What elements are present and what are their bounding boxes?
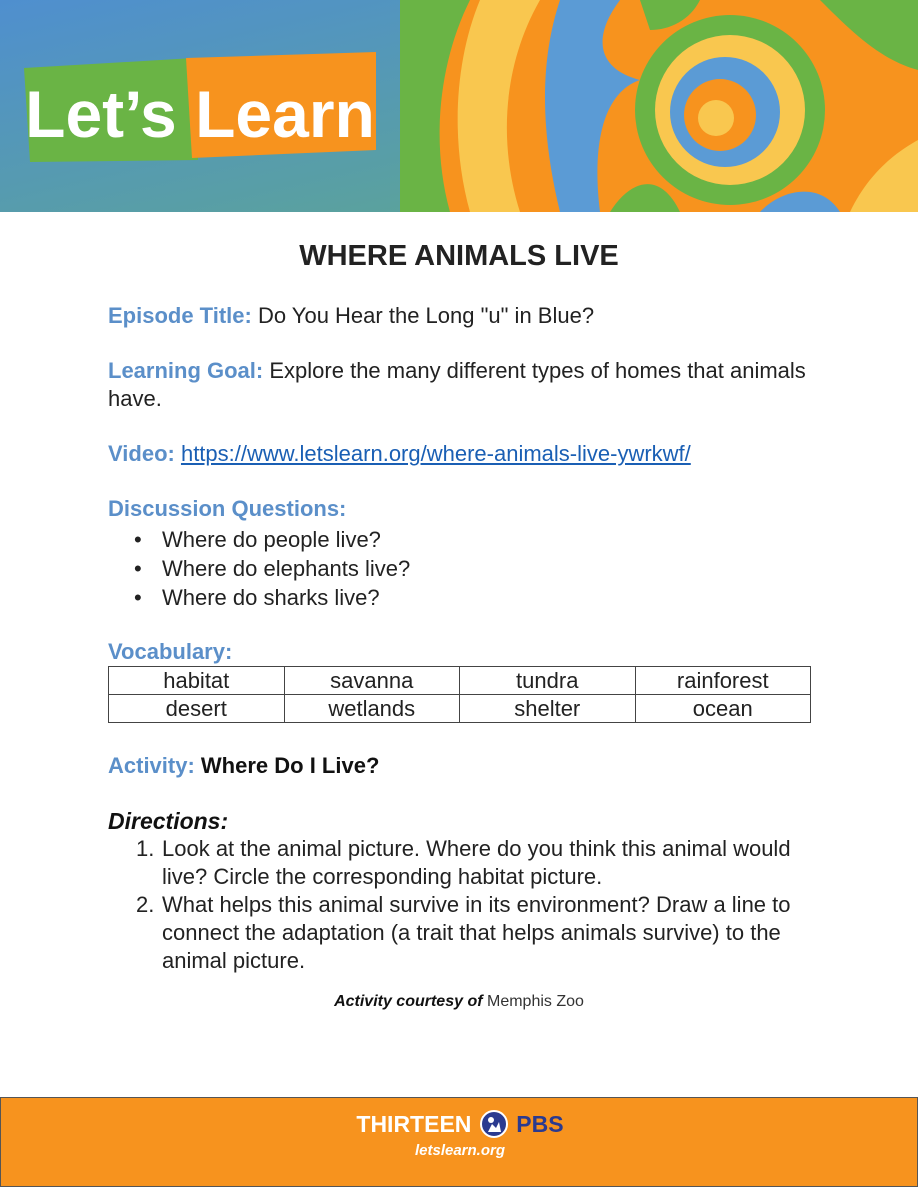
brand-pbs: PBS [516, 1110, 564, 1137]
video-link[interactable]: https://www.letslearn.org/where-animals-live-ywrkwf/ [180, 441, 691, 466]
table-row [109, 667, 811, 695]
header-art [0, 0, 918, 212]
vocab-cell: habitat [109, 667, 285, 695]
vocab-cell: ocean [635, 695, 811, 723]
courtesy-line [0, 993, 918, 1011]
list-item: • Where do elephants live? [108, 555, 410, 584]
vocab-cell: wetlands [284, 695, 460, 723]
activity-label: Activity: [108, 753, 195, 778]
list-item [108, 891, 808, 975]
goal-value: Explore the many different types of homes that animals have. [108, 358, 806, 411]
vocab-cell: desert [109, 695, 285, 723]
vocab-cell: shelter [460, 695, 636, 723]
footer-bar [0, 1097, 918, 1187]
page-title: WHERE ANIMALS LIVE [299, 240, 619, 272]
table-row [109, 695, 811, 723]
goal-row [108, 357, 818, 413]
direction-text: What helps this animal survive in its environment? Draw a line to connect the adaptation (a trait that helps animals survive) to the animal picture. [162, 892, 791, 973]
pbs-logo-icon [480, 1110, 508, 1138]
goal-label: Learning Goal: [108, 358, 264, 383]
header-banner [0, 0, 918, 212]
courtesy-org: Memphis Zoo [487, 993, 584, 1010]
footer-site: letslearn.org [414, 1142, 506, 1159]
questions-label: Discussion Questions: [108, 496, 347, 521]
list-item [108, 835, 808, 891]
swirl-art [400, 0, 918, 212]
vocab-cell: rainforest [635, 667, 811, 695]
list-number: 2. [136, 892, 155, 917]
activity-row [108, 752, 818, 780]
list-item: • Where do people live? [108, 526, 410, 555]
vocab-cell: savanna [284, 667, 460, 695]
activity-value: Where Do I Live? [200, 753, 380, 778]
list-number: 1. [136, 836, 155, 861]
courtesy-prefix: Activity courtesy of [334, 993, 483, 1010]
brand-thirteen: THIRTEEN [356, 1110, 472, 1137]
episode-label: Episode Title: [108, 303, 252, 328]
video-label: Video: [108, 441, 175, 466]
video-row [108, 440, 818, 468]
lets-learn-logo [24, 52, 376, 162]
questions-list [108, 526, 410, 613]
direction-text: Look at the animal picture. Where do you think this animal would live? Circle the corresponding habitat picture. [162, 836, 791, 889]
logo-text: Let’s Learn [25, 77, 375, 151]
footer-brand [1, 1110, 918, 1138]
directions-list [108, 835, 808, 975]
episode-value: Do You Hear the Long "u" in Blue? [257, 303, 595, 328]
directions-label: Directions: [108, 808, 229, 834]
list-item: • Where do sharks live? [108, 584, 410, 613]
vocab-cell: tundra [460, 667, 636, 695]
episode-row [108, 302, 818, 330]
vocab-label: Vocabulary: [108, 639, 233, 664]
vocab-table [108, 666, 811, 723]
